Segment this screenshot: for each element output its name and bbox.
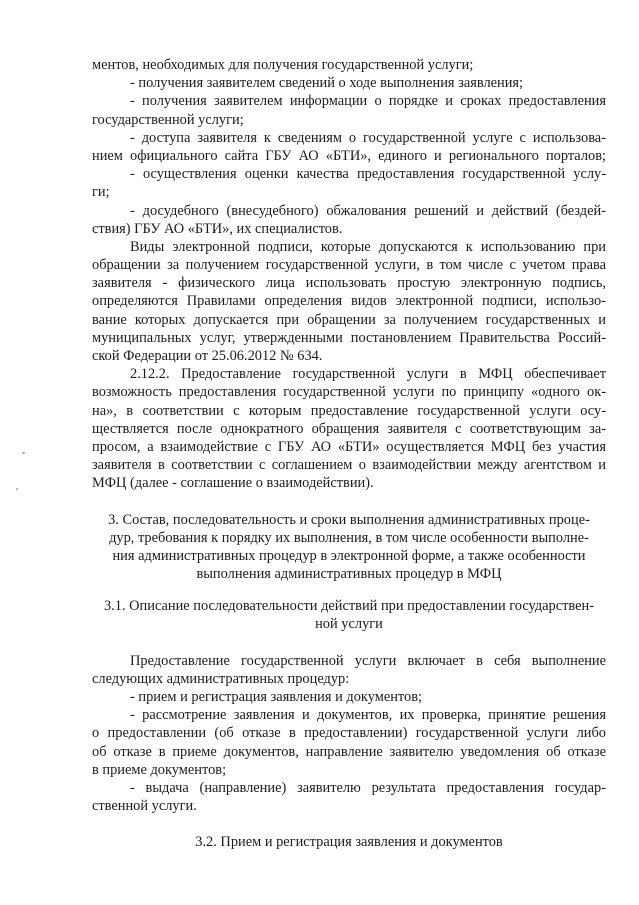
text-line: в приеме документов; — [92, 761, 227, 778]
text-line: ществляется после однократного обращения заявителя с соответствующим за- — [92, 420, 606, 437]
heading-line: 3. Состав, последовательность и сроки выполнения административных проце- — [108, 511, 590, 528]
text-line: ги; — [92, 184, 110, 201]
heading-line: выполнения административных процедур в МФЦ — [196, 566, 502, 583]
scan-mark — [16, 488, 18, 490]
text-line: муниципальных услуг, утвержденными постановлением Правительства Россий- — [92, 329, 606, 346]
text-line: ственной услуги. — [92, 798, 197, 815]
text-line: - осуществления оценки качества предоставления государственной услу- — [130, 166, 606, 183]
text-line: Виды электронной подписи, которые допускаются к использованию при — [130, 238, 606, 255]
heading-line: ной услуги — [315, 616, 383, 633]
text-line: заявителя в соответствии с соглашением о взаимодействии между агентством и — [92, 457, 606, 474]
text-line: Предоставление государственной услуги включает в себя выполнение — [130, 652, 606, 669]
paragraph-gap — [92, 634, 606, 652]
text-line: нием официального сайта ГБУ АО «БТИ», единого и регионального порталов; — [92, 147, 606, 164]
text-line: - доступа заявителя к сведениям о государственной услуге с использова- — [130, 129, 606, 146]
text-line: просом, а взаимодействие с ГБУ АО «БТИ» осуществляется МФЦ без участия — [92, 438, 606, 455]
text-line: обращении за получением государственной услуги, в том числе с учетом права — [92, 257, 606, 274]
text-line: определяются Правилами определения видов электронной подписи, использо- — [92, 293, 606, 310]
text-line: следующих административных процедур: — [92, 670, 350, 687]
document-body — [92, 56, 606, 852]
text-line: ствия) ГБУ АО «БТИ», их специалистов. — [92, 220, 343, 237]
scan-mark — [22, 452, 25, 454]
text-line: - прием и регистрация заявления и документов; — [130, 689, 422, 705]
heading-line: ния административных процедур в электронной форме, а также особенности — [112, 547, 586, 564]
text-line: - выдача (направление) заявителю результата предоставления государ- — [130, 779, 606, 796]
heading-line: 3.1. Описание последовательности действий при предоставлении государствен- — [103, 598, 595, 615]
text-line: - досудебного (внесудебного) обжалования решений и действий (бездей- — [130, 202, 606, 219]
paragraph-gap — [92, 493, 606, 511]
text-line: МФЦ (далее - соглашение о взаимодействии). — [92, 475, 374, 492]
text-line: на», в соответствии с которым предоставление государственной услуги осу- — [92, 402, 606, 419]
heading-line: 3.2. Прием и регистрация заявления и документов — [195, 834, 503, 851]
text-line: 2.12.2. Предоставление государственной услуги в МФЦ обеспечивает — [130, 366, 606, 383]
paragraph-gap — [92, 815, 606, 833]
paragraph-gap — [92, 583, 606, 597]
text-line: ментов, необходимых для получения государственной услуги; — [92, 57, 474, 73]
text-line: возможность предоставления государственной услуги по принципу «одного ок- — [92, 384, 606, 401]
text-line: об отказе в приеме документов, направление заявителю уведомления об отказе — [92, 743, 606, 760]
text-line: - получения заявителем сведений о ходе выполнения заявления; — [130, 75, 524, 92]
text-line: вание которых допускается при обращении за получением государственных и — [92, 311, 606, 328]
text-line: - рассмотрение заявления и документов, их проверка, принятие решения — [130, 707, 606, 724]
text-line: - получения заявителем информации о порядке и сроках предоставления — [130, 93, 606, 110]
text-line: о предоставлении (об отказе в предоставлении) государственной услуги либо — [92, 725, 606, 742]
text-line: заявителя - физического лица использовать простую электронную подпись, — [92, 275, 606, 292]
text-line: государственной услуги; — [92, 111, 244, 128]
heading-line: дур, требования к порядку их выполнения, в том числе особенности выполне- — [109, 529, 589, 546]
text-line: ской Федерации от 25.06.2012 № 634. — [92, 348, 323, 364]
